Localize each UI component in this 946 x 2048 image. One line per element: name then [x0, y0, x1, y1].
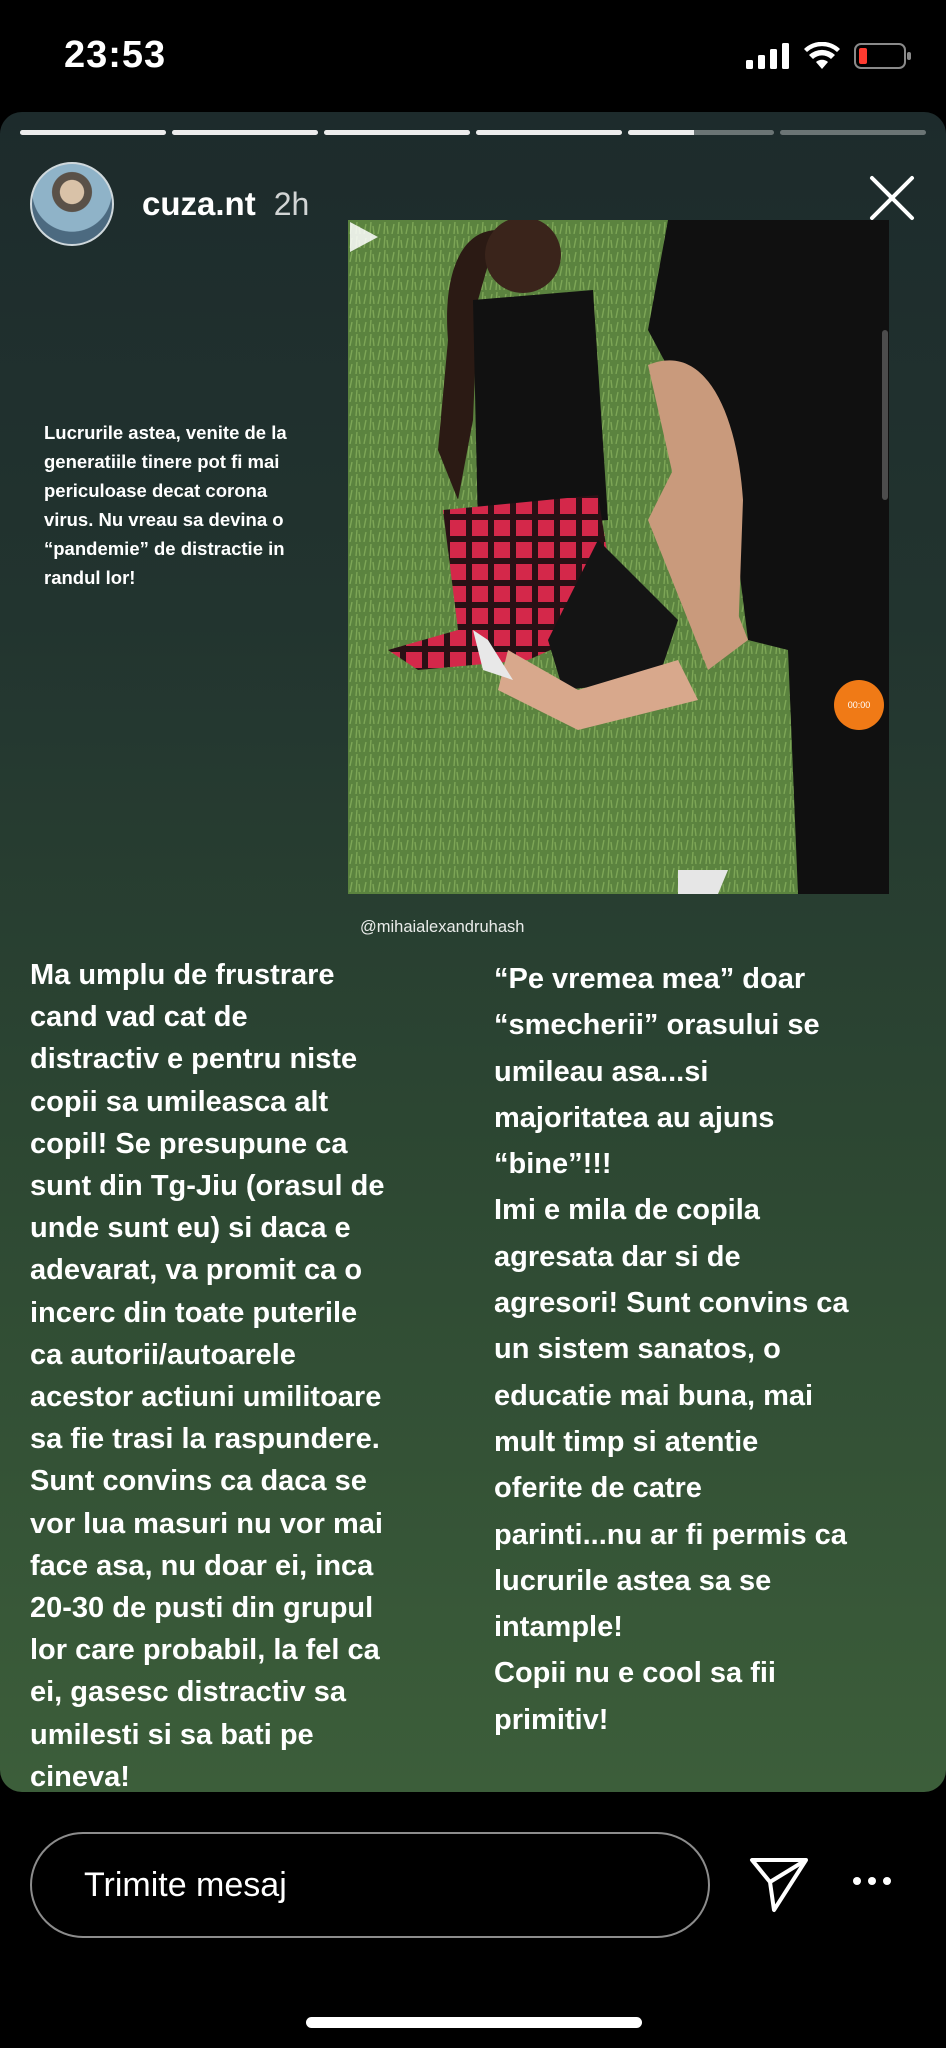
battery-low-icon: [854, 42, 912, 70]
status-time: 23:53: [64, 34, 167, 76]
story-header[interactable]: [30, 162, 309, 246]
home-indicator: [306, 2017, 642, 2028]
username[interactable]: cuza.nt: [142, 185, 256, 222]
progress-segment: [172, 130, 318, 135]
reply-bar: [0, 1792, 946, 2048]
progress-segment: [324, 130, 470, 135]
avatar[interactable]: [30, 162, 114, 246]
story-caption-small: Lucrurile astea, venite de la generatiile tinere pot fi mai periculoase decat corona virus. Nu vreau sa devina o “pandemie” de distractie in randul lor!: [44, 422, 287, 588]
message-input[interactable]: [30, 1832, 710, 1938]
video-credit[interactable]: @mihaialexandruhash: [360, 918, 525, 936]
video-scroll-indicator: [882, 330, 888, 500]
wifi-icon: [804, 42, 840, 70]
progress-segment: [20, 130, 166, 135]
status-icons: [746, 42, 912, 70]
embedded-video[interactable]: [348, 220, 889, 894]
progress-segment: [628, 130, 774, 135]
send-icon[interactable]: [748, 1856, 810, 1914]
story-progress: [20, 130, 926, 135]
story-viewer[interactable]: [0, 112, 946, 1792]
signal-icon: [746, 43, 790, 69]
progress-segment: [780, 130, 926, 135]
more-icon[interactable]: [852, 1876, 892, 1886]
story-text-right: “Pe vremea mea” doar “smecherii” orasului se umileau asa...si majoritatea au ajuns “bine”!!! Imi e mila de copila agresata dar si de agresori! Sunt convins ca un sistem sanatos, o educatie mai buna, mai mult timp si atentie oferite de catre parinti...nu ar fi permis ca lucrurile astea sa se intample! Copii nu e cool sa fii primitiv!: [494, 963, 849, 1736]
video-timer-badge: 00:00: [834, 680, 884, 730]
video-frame: [348, 220, 889, 894]
message-input-placeholder: Trimite mesaj: [84, 1865, 287, 1904]
time-ago: 2h: [273, 185, 310, 222]
close-icon[interactable]: [864, 170, 920, 226]
progress-segment: [476, 130, 622, 135]
play-icon[interactable]: [348, 220, 380, 254]
story-text-left: Ma umplu de frustrare cand vad cat de distractiv e pentru niste copii sa umileasca alt copil! Se presupune ca sunt din Tg-Jiu (orasul de unde sunt eu) si daca e adevarat, va promit ca o incerc din toate puterile ca autorii/autoarele acestor actiuni umilitoare sa fie trasi la raspundere. Sunt convins ca daca se vor lua masuri nu vor mai face asa, nu doar ei, inca 20-30 de pusti din grupul lor care probabil, la fel ca ei, gasesc distractiv sa umilesti si sa bati pe cineva!: [30, 959, 385, 1792]
status-bar: [0, 0, 946, 112]
